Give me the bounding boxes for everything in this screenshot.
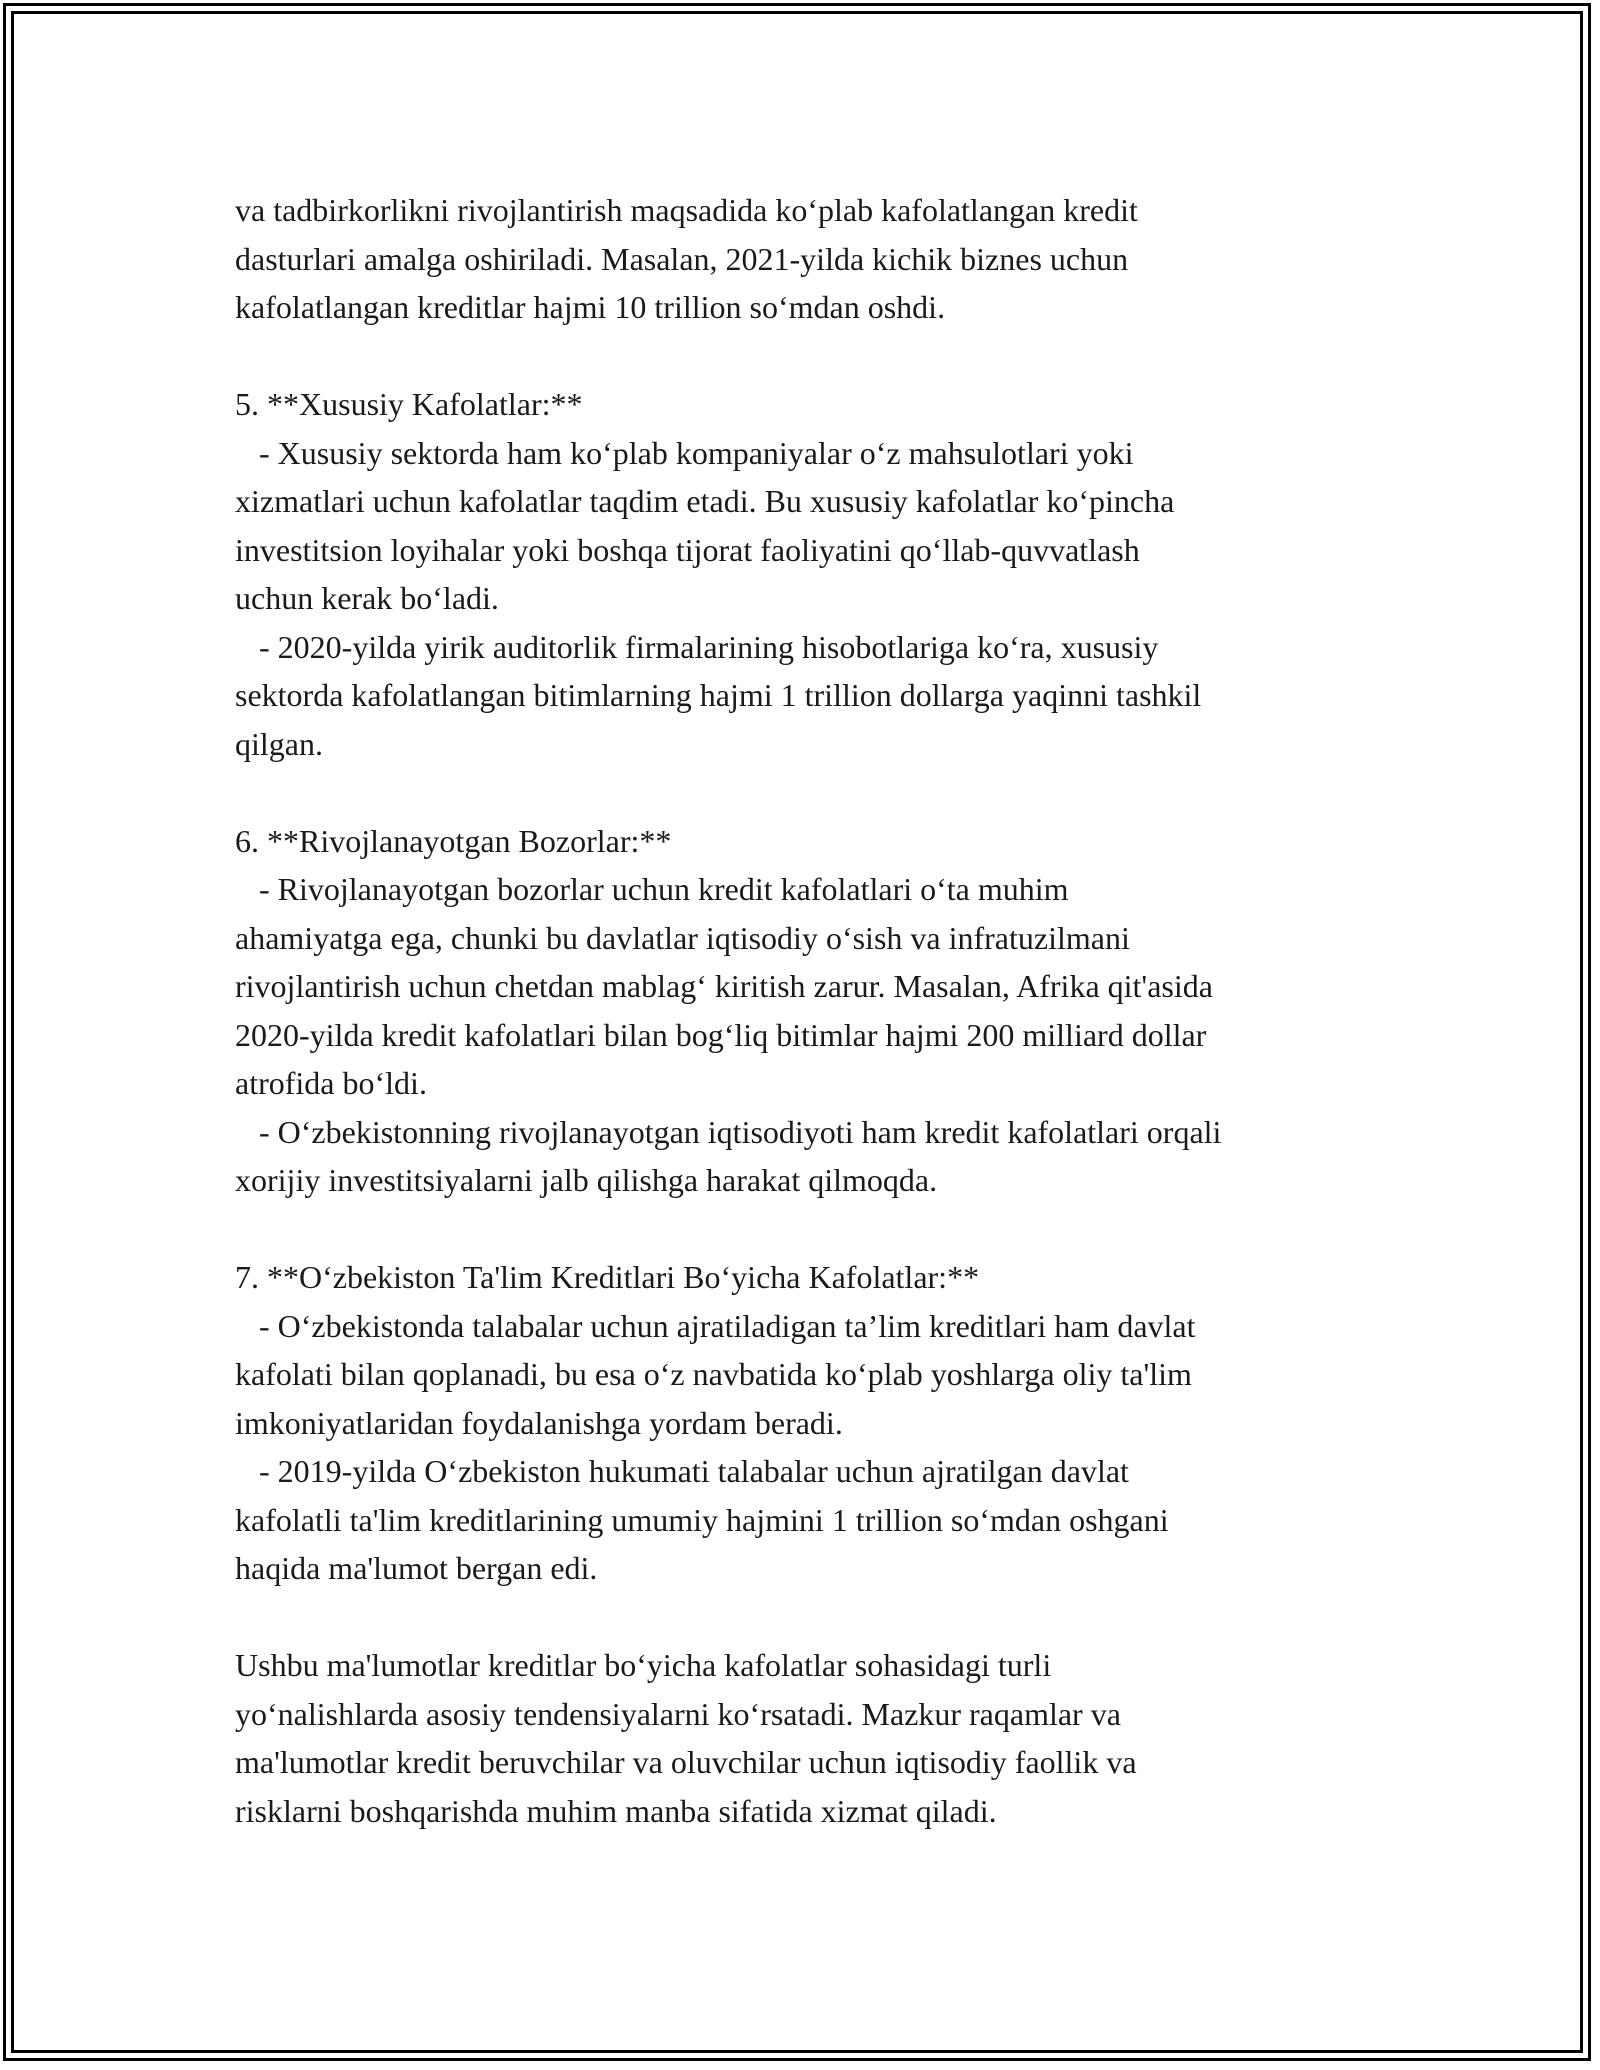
text-line: atrofida bo‘ldi. <box>235 1065 427 1101</box>
text-line: imkoniyatlaridan foydalanishga yordam beradi. <box>235 1404 843 1441</box>
section-heading-6: 6. **Rivojlanayotgan Bozorlar:** <box>235 822 672 859</box>
text-line: - Xususiy sektorda ham ko‘plab kompaniyalar o‘z mahsulotlari yoki <box>235 434 1134 471</box>
text-line: kafolatlangan kreditlar hajmi 10 trillion so‘mdan oshdi. <box>235 289 946 325</box>
section-heading-5: 5. **Xususiy Kafolatlar:** <box>235 386 583 422</box>
text-line: rivojlantirish uchun chetdan mablag‘ kiritish zarur. Masalan, Afrika qit'asida <box>235 968 1213 1004</box>
text-line: investitsion loyihalar yoki boshqa tijorat faoliyatini qo‘llab-quvvatlash <box>235 531 1140 568</box>
text-line: - 2020-yilda yirik auditorlik firmalarining hisobotlariga ko‘ra, xususiy <box>235 628 1159 665</box>
text-line: kafolati bilan qoplanadi, bu esa o‘z navbatida ko‘plab yoshlarga oliy ta'lim <box>235 1356 1192 1392</box>
text-line: risklarni boshqarishda muhim manba sifatida xizmat qiladi. <box>235 1792 997 1829</box>
text-line: ahamiyatga ega, chunki bu davlatlar iqtisodiy o‘sish va infratuzilmani <box>235 919 1130 956</box>
section-heading-7: 7. **O‘zbekiston Ta'lim Kreditlari Bo‘yicha Kafolatlar:** <box>235 1259 980 1295</box>
text-line: xizmatlari uchun kafolatlar taqdim etadi. Bu xususiy kafolatlar ko‘pincha <box>235 483 1175 519</box>
text-line: uchun kerak bo‘ladi. <box>235 580 499 616</box>
text-line: - O‘zbekistonning rivojlanayotgan iqtisodiyoti ham kredit kafolatlari orqali <box>235 1113 1222 1150</box>
text-line: xorijiy investitsiyalarni jalb qilishga harakat qilmoqda. <box>235 1162 938 1198</box>
text-line: haqida ma'lumot bergan edi. <box>235 1550 598 1586</box>
text-line: yo‘nalishlarda asosiy tendensiyalarni ko‘rsatadi. Mazkur raqamlar va <box>235 1695 1121 1732</box>
text-line: sektorda kafolatlangan bitimlarning hajmi 1 trillion dollarga yaqinni tashkil <box>235 677 1202 713</box>
text-line: 2020-yilda kredit kafolatlari bilan bog‘liq bitimlar hajmi 200 milliard dollar <box>235 1016 1207 1053</box>
text-line: Ushbu ma'lumotlar kreditlar bo‘yicha kafolatlar sohasidagi turli <box>235 1647 1052 1683</box>
text-line: kafolatli ta'lim kreditlarining umumiy hajmini 1 trillion so‘mdan oshgani <box>235 1501 1169 1538</box>
document-body <box>235 186 1395 1835</box>
text-line: ma'lumotlar kredit beruvchilar va oluvchilar uchun iqtisodiy faollik va <box>235 1744 1137 1780</box>
paragraph-gap <box>235 1593 1395 1642</box>
paragraph-gap <box>235 1205 1395 1254</box>
paragraph-gap <box>235 332 1395 381</box>
text-line: - Rivojlanayotgan bozorlar uchun kredit kafolatlari o‘ta muhim <box>235 871 1069 907</box>
text-line: - O‘zbekistonda talabalar uchun ajratiladigan ta’lim kreditlari ham davlat <box>235 1307 1196 1344</box>
text-line: qilgan. <box>235 725 323 762</box>
text-line: va tadbirkorlikni rivojlantirish maqsadida ko‘plab kafolatlangan kredit <box>235 192 1138 228</box>
paragraph-gap <box>235 768 1395 817</box>
text-line: dasturlari amalga oshiriladi. Masalan, 2021-yilda kichik biznes uchun <box>235 240 1129 277</box>
text-line: - 2019-yilda O‘zbekiston hukumati talabalar uchun ajratilgan davlat <box>235 1453 1129 1489</box>
